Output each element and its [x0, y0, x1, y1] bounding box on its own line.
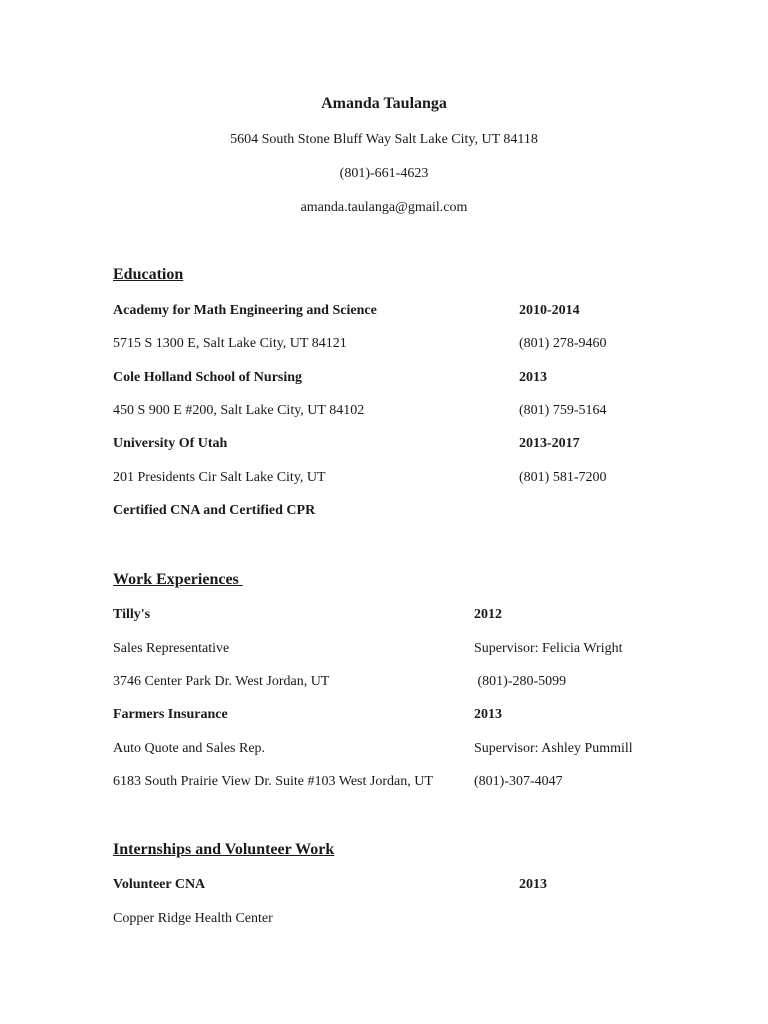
education-heading: Education [113, 266, 184, 283]
education-address: 450 S 900 E #200, Salt Lake City, UT 84102 [113, 403, 365, 418]
internship-organization: Copper Ridge Health Center [113, 911, 273, 926]
work-phone: (801)-280-5099 [474, 674, 567, 689]
work-year: 2013 [474, 707, 502, 722]
education-years: 2013-2017 [519, 436, 580, 451]
internship-year: 2013 [519, 877, 547, 892]
education-school: University Of Utah [113, 436, 228, 451]
header-phone: (801)-661-4623 [339, 166, 429, 181]
education-address: 5715 S 1300 E, Salt Lake City, UT 84121 [113, 336, 347, 351]
education-school: Academy for Math Engineering and Science [113, 303, 377, 318]
education-phone: (801) 278-9460 [519, 336, 607, 351]
education-address: 201 Presidents Cir Salt Lake City, UT [113, 470, 326, 485]
internships-heading: Internships and Volunteer Work [113, 841, 335, 858]
work-role: Auto Quote and Sales Rep. [113, 741, 266, 756]
work-heading: Work Experiences [113, 571, 243, 588]
education-phone: (801) 581-7200 [519, 470, 607, 485]
education-years: 2010-2014 [519, 303, 580, 318]
work-employer: Tilly's [113, 607, 151, 622]
work-phone: (801)-307-4047 [474, 774, 563, 789]
header-email: amanda.taulanga@gmail.com [300, 200, 468, 215]
education-phone: (801) 759-5164 [519, 403, 607, 418]
education-school: Cole Holland School of Nursing [113, 370, 303, 385]
education-years: 2013 [519, 370, 547, 385]
internship-title: Volunteer CNA [113, 877, 206, 892]
work-supervisor: Supervisor: Ashley Pummill [474, 741, 633, 756]
work-address: 3746 Center Park Dr. West Jordan, UT [113, 674, 330, 689]
education-certification: Certified CNA and Certified CPR [113, 503, 316, 518]
work-employer: Farmers Insurance [113, 707, 228, 722]
work-supervisor: Supervisor: Felicia Wright [474, 641, 623, 656]
work-year: 2012 [474, 607, 502, 622]
work-address: 6183 South Prairie View Dr. Suite #103 West Jordan, UT [113, 774, 433, 789]
work-role: Sales Representative [113, 641, 230, 656]
header-address: 5604 South Stone Bluff Way Salt Lake City, UT 84118 [230, 132, 538, 147]
resume-name: Amanda Taulanga [321, 95, 447, 112]
